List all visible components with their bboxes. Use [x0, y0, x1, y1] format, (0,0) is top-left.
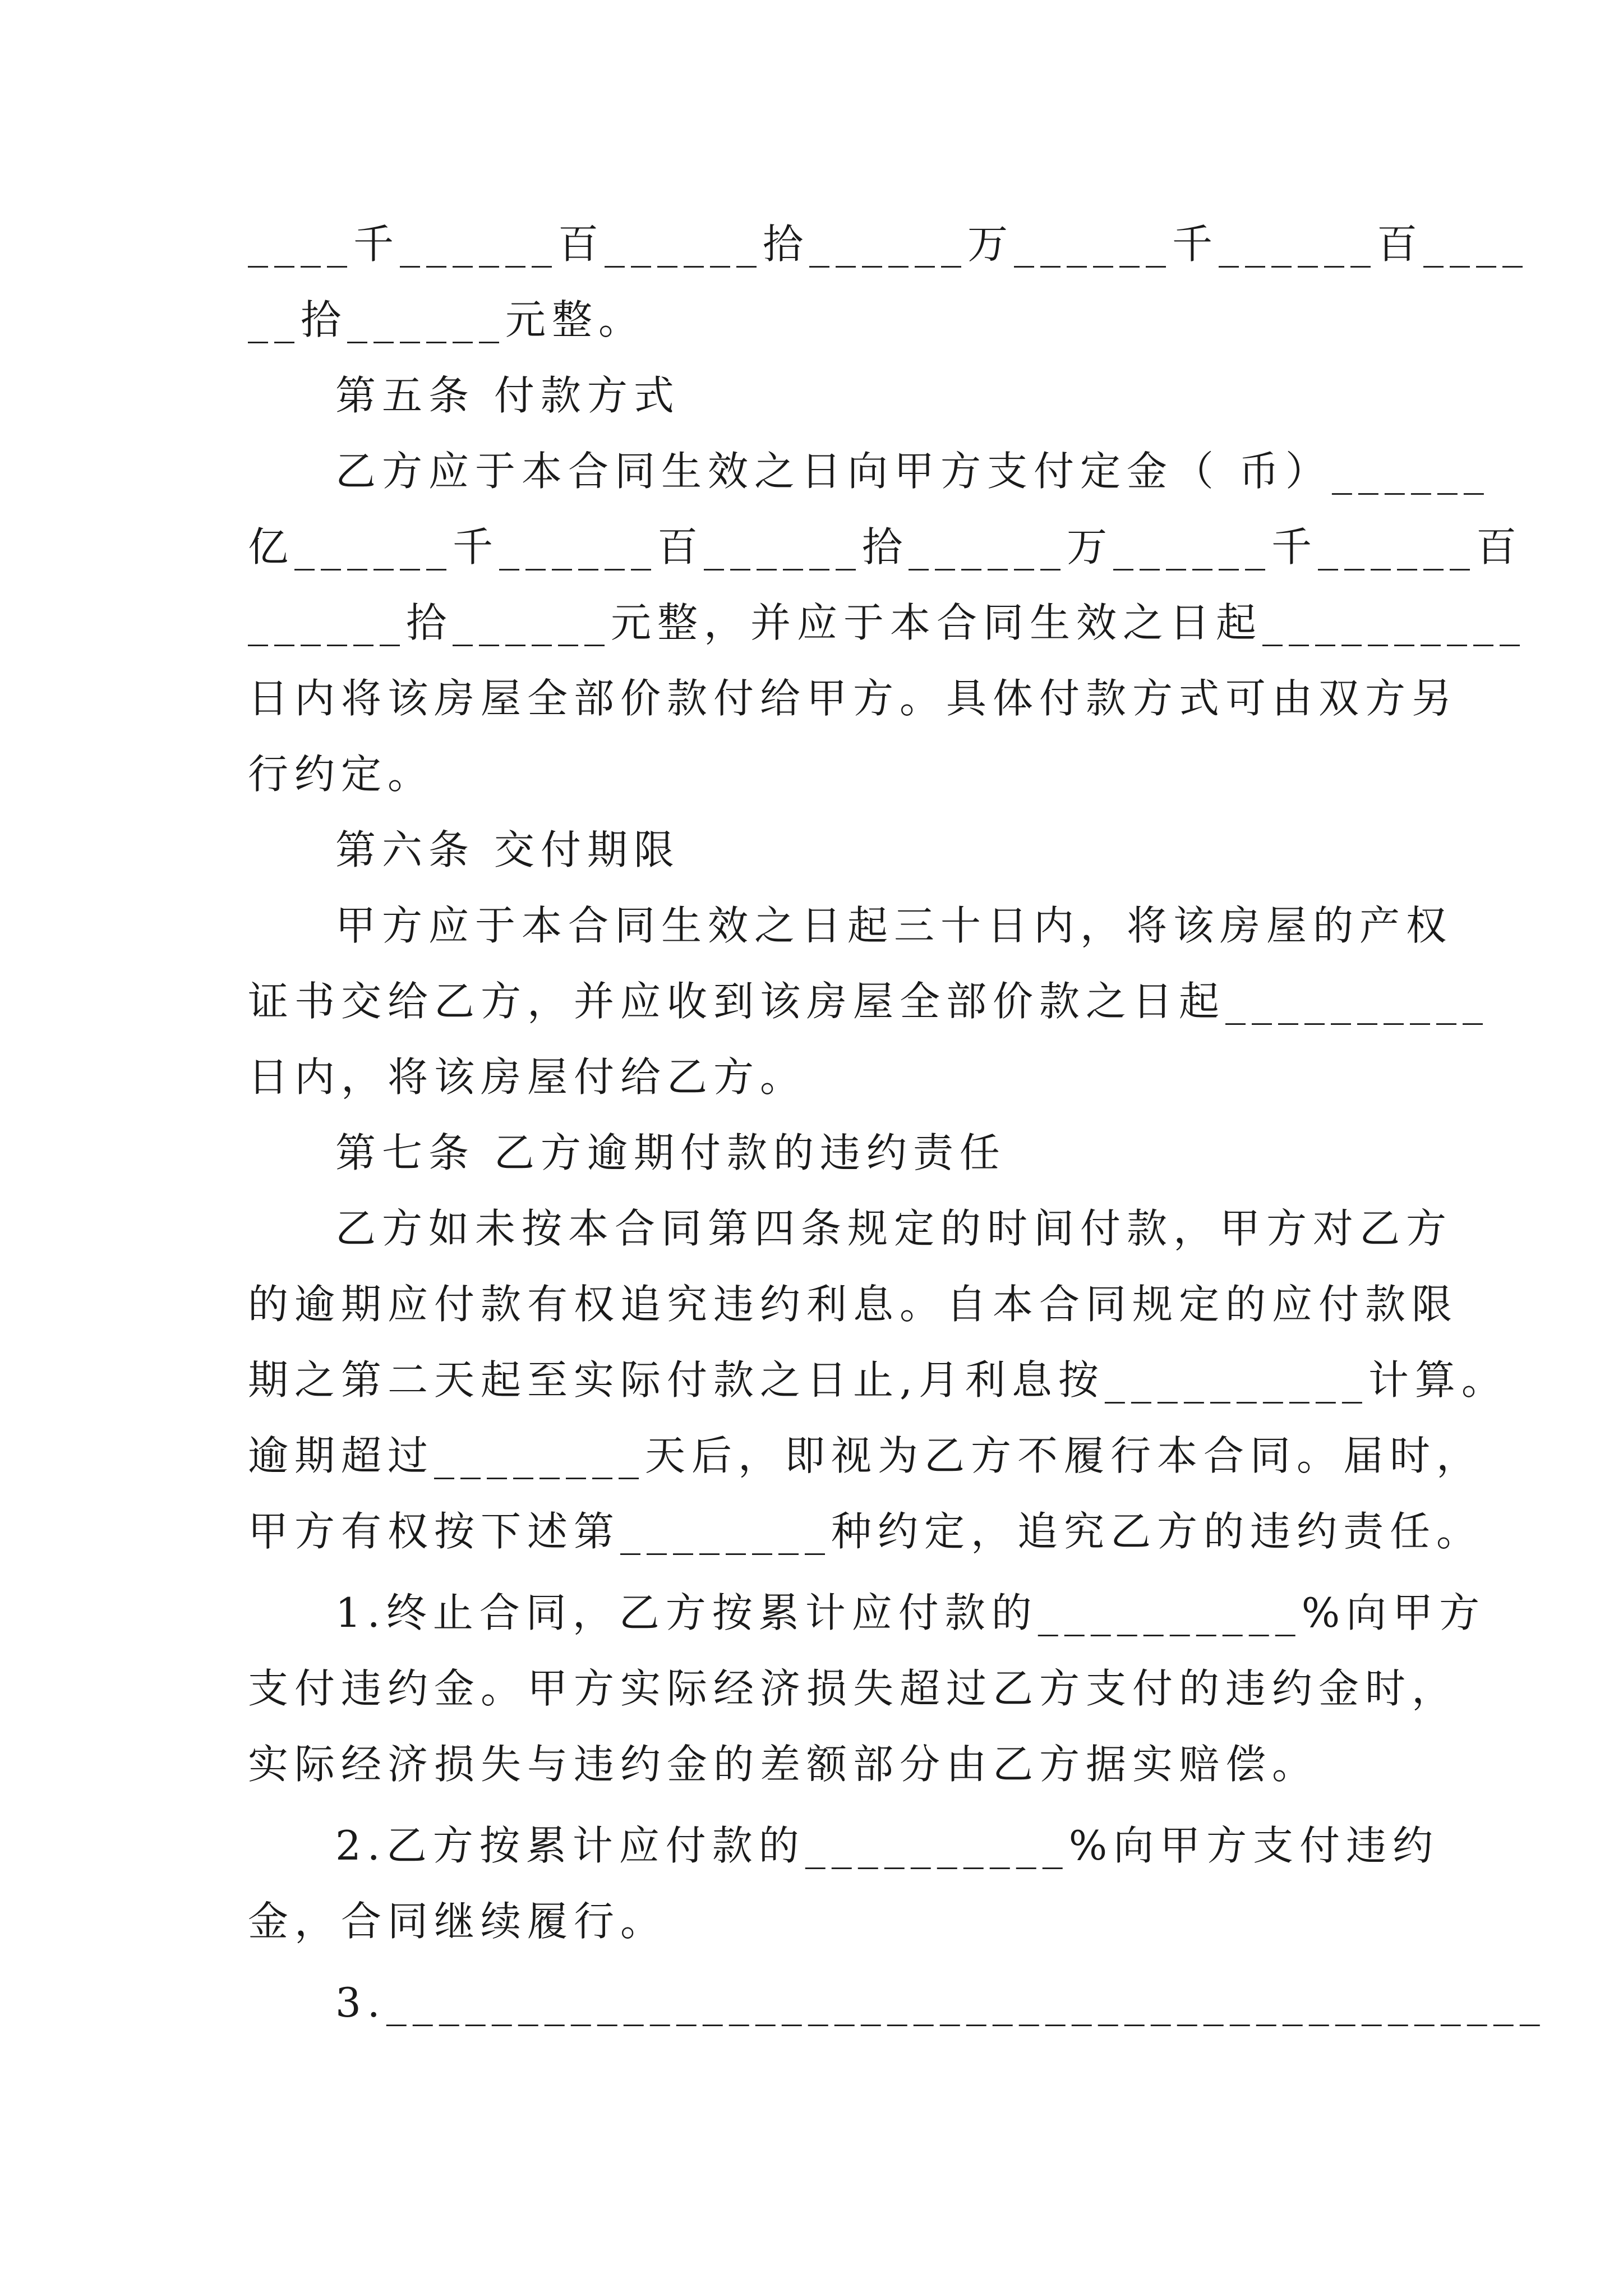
- text-line: 证书交给乙方，并应收到该房屋全部价款之日起__________: [248, 978, 1490, 1025]
- section-heading: 第七条 乙方逾期付款的违约责任: [335, 1129, 1006, 1176]
- text-line: 逾期超过________天后，即视为乙方不履行本合同。届时，: [248, 1432, 1483, 1479]
- text-line: 亿______千______百______拾______万______千______百: [248, 523, 1523, 570]
- text-line: ____千______百______拾______万______千______百____: [248, 220, 1529, 268]
- text-line: 甲方有权按下述第________种约定，追究乙方的违约责任。: [248, 1508, 1483, 1555]
- text-line: 日内将该房屋全部价款付给甲方。具体付款方式可由双方另: [248, 675, 1459, 722]
- text-line: 日内，将该房屋付给乙方。: [248, 1053, 807, 1101]
- list-item: 3.____________________________________________: [335, 1979, 1546, 2026]
- text-line: 甲方应于本合同生效之日起三十日内，将该房屋的产权: [335, 902, 1453, 949]
- section-heading: 第五条 付款方式: [335, 372, 680, 419]
- text-line: 的逾期应付款有权追究违约利息。自本合同规定的应付款限: [248, 1281, 1459, 1328]
- text-line: 支付违约金。甲方实际经济损失超过乙方支付的违约金时，: [248, 1665, 1459, 1712]
- text-line: 乙方如未按本合同第四条规定的时间付款，甲方对乙方: [335, 1205, 1453, 1252]
- text-line: 行约定。: [248, 751, 435, 798]
- list-item: 1.终止合同，乙方按累计应付款的__________%向甲方: [335, 1589, 1486, 1636]
- text-line: 实际经济损失与违约金的差额部分由乙方据实赔偿。: [248, 1741, 1319, 1788]
- text-line: ______拾______元整，并应于本合同生效之日起__________: [248, 599, 1527, 646]
- text-line: 金，合同继续履行。: [248, 1898, 667, 1945]
- list-item: 2.乙方按累计应付款的__________%向甲方支付违约: [335, 1822, 1440, 1869]
- text-line: 乙方应于本合同生效之日向甲方支付定金（ 币）______: [335, 448, 1490, 495]
- section-heading: 第六条 交付期限: [335, 826, 680, 873]
- text-line: __拾______元整。: [248, 296, 645, 343]
- text-line: 期之第二天起至实际付款之日止,月利息按__________计算。: [248, 1356, 1508, 1404]
